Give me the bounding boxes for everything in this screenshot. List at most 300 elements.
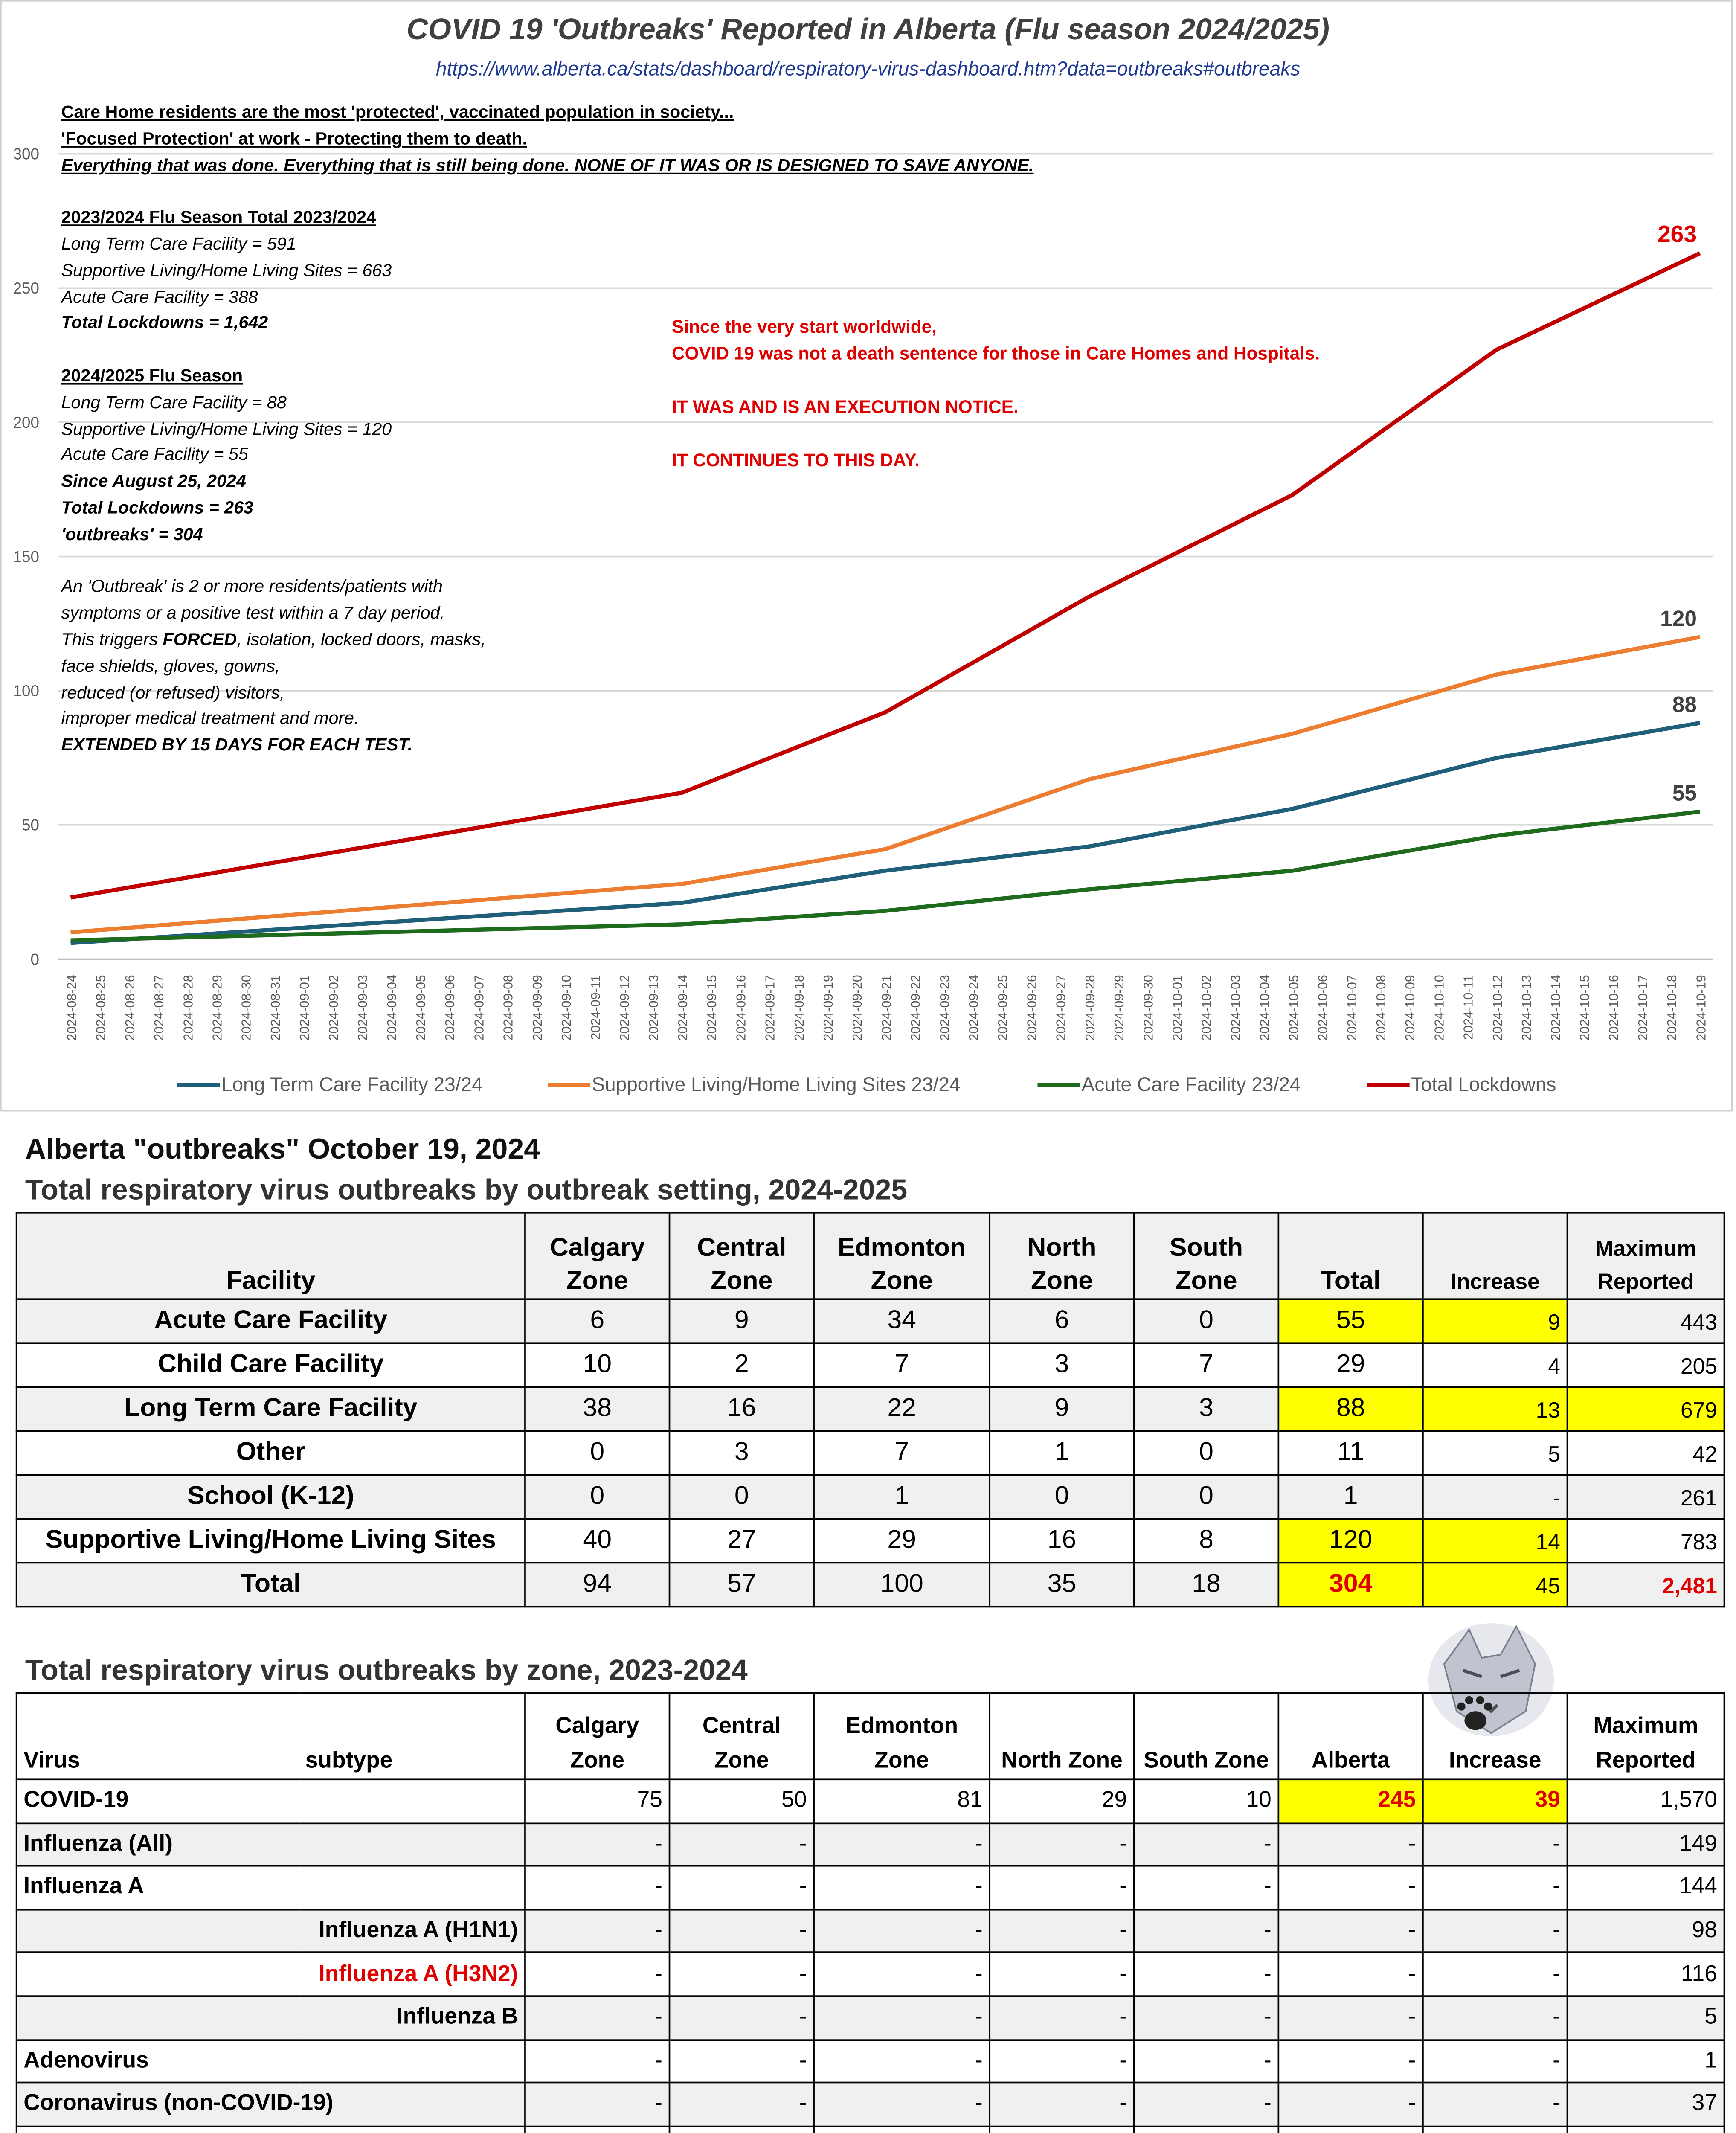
- col-header-subtype: [299, 1693, 525, 1779]
- value-cell: -: [1423, 1475, 1568, 1519]
- value-cell: 29: [1278, 1343, 1423, 1387]
- table-row: [17, 1431, 1724, 1475]
- note-line: reduced (or refused) visitors,: [61, 683, 285, 703]
- value-cell: [814, 2126, 990, 2133]
- value-cell: 205: [1567, 1343, 1724, 1387]
- value-cell: 35: [990, 1563, 1134, 1607]
- value-cell: 88: [1278, 1387, 1423, 1431]
- legend-label: Acute Care Facility 23/24: [1081, 1073, 1301, 1096]
- table-row: [17, 1563, 1724, 1607]
- value-cell: -: [670, 1866, 814, 1909]
- note-line: [61, 628, 1034, 654]
- note-line: EXTENDED BY 15 DAYS FOR EACH TEST.: [61, 736, 413, 756]
- chart-subtitle-link[interactable]: https://www.alberta.ca/stats/dashboard/respiratory-virus-dashboard.htm?data=outbreaks#outbreaks: [435, 58, 1301, 80]
- header-text: Calgary: [555, 1714, 639, 1740]
- col-header-calgary: [525, 1693, 670, 1779]
- value-cell: 38: [525, 1387, 670, 1431]
- value-cell: 13: [1423, 1387, 1568, 1431]
- value-cell: [1423, 2126, 1568, 2133]
- header-text: Reported: [1597, 1268, 1694, 1294]
- x-tick-label: 2024-10-09: [1403, 975, 1418, 1041]
- x-tick-label: 2024-08-27: [152, 975, 167, 1041]
- value-cell: -: [525, 1823, 670, 1866]
- x-tick-label: 2024-08-30: [239, 975, 254, 1041]
- x-tick-label: 2024-10-08: [1374, 975, 1388, 1041]
- value-cell: -: [1134, 1866, 1279, 1909]
- value-cell: 2: [670, 1343, 814, 1387]
- x-tick-label: 2024-10-04: [1258, 975, 1272, 1041]
- x-tick-label: 2024-09-27: [1054, 975, 1068, 1041]
- data-label: 55: [1672, 780, 1697, 805]
- value-cell: 27: [670, 1519, 814, 1563]
- value-cell: 0: [1134, 1431, 1279, 1475]
- note-section-title: 2023/2024 Flu Season Total 2023/2024: [61, 209, 376, 228]
- value-cell: 245: [1278, 1779, 1423, 1823]
- x-tick-label: 2024-09-06: [443, 975, 458, 1041]
- x-tick-label: 2024-09-23: [938, 975, 952, 1041]
- value-cell: 3: [990, 1343, 1134, 1387]
- data-label: 88: [1672, 692, 1697, 717]
- value-cell: -: [990, 1909, 1134, 1953]
- x-tick-label: 2024-08-24: [65, 975, 79, 1041]
- value-cell: 10: [1134, 1779, 1279, 1823]
- value-cell: 16: [990, 1519, 1134, 1563]
- value-cell: 9: [670, 1299, 814, 1343]
- value-cell: 98: [1567, 1909, 1724, 1953]
- value-cell: -: [670, 2083, 814, 2126]
- x-tick-label: 2024-09-15: [705, 975, 720, 1041]
- facility-cell: Acute Care Facility: [17, 1299, 525, 1343]
- value-cell: -: [990, 1953, 1134, 1996]
- value-cell: 9: [990, 1387, 1134, 1431]
- table-row: [17, 1299, 1724, 1343]
- note-line: Long Term Care Facility = 88: [61, 393, 287, 413]
- header-text: Central: [697, 1234, 787, 1262]
- red-note-line: IT CONTINUES TO THIS DAY.: [672, 452, 920, 471]
- value-cell: 16: [670, 1387, 814, 1431]
- note-line: Care Home residents are the most 'protected', vaccinated population in society...: [61, 103, 734, 123]
- value-cell: 1: [814, 1475, 990, 1519]
- virus-subtype-cell: Influenza A (H3N2): [17, 1953, 525, 1996]
- legend-label: Long Term Care Facility 23/24: [221, 1073, 483, 1096]
- note-line: Supportive Living/Home Living Sites = 120: [61, 420, 392, 439]
- value-cell: -: [1134, 1996, 1279, 2040]
- value-cell: -: [990, 1866, 1134, 1909]
- value-cell: 50: [670, 1779, 814, 1823]
- value-cell: -: [1278, 2083, 1423, 2126]
- table-row: [17, 1909, 1724, 1953]
- y-tick-label: 150: [13, 548, 39, 566]
- value-cell: -: [525, 1996, 670, 2040]
- header-text: Alberta: [1311, 1749, 1390, 1774]
- note-line: Long Term Care Facility = 591: [61, 235, 296, 255]
- value-cell: 3: [670, 1431, 814, 1475]
- table1-title: Total respiratory virus outbreaks by outbreak setting, 2024-2025: [25, 1172, 908, 1206]
- series-line: [71, 812, 1700, 941]
- col-header-alberta: [1278, 1693, 1423, 1779]
- x-tick-label: 2024-08-29: [210, 975, 225, 1041]
- value-cell: 6: [990, 1299, 1134, 1343]
- value-cell: -: [670, 1823, 814, 1866]
- value-cell: 37: [1567, 2083, 1724, 2126]
- value-cell: -: [1134, 2083, 1279, 2126]
- value-cell: 22: [814, 1387, 990, 1431]
- x-tick-label: 2024-09-19: [821, 975, 836, 1041]
- header-text: Zone: [874, 1749, 929, 1774]
- col-header-central: [670, 1693, 814, 1779]
- x-tick-label: 2024-09-25: [996, 975, 1010, 1041]
- value-cell: -: [670, 1953, 814, 1996]
- note-line: Total Lockdowns = 1,642: [61, 314, 268, 334]
- legend-label: Total Lockdowns: [1411, 1073, 1556, 1096]
- x-tick-label: 2024-09-05: [414, 975, 429, 1041]
- x-tick-label: 2024-09-14: [676, 975, 690, 1041]
- value-cell: 45: [1423, 1563, 1568, 1607]
- value-cell: [670, 2126, 814, 2133]
- data-label: 120: [1660, 606, 1697, 631]
- col-header-north: [990, 1213, 1134, 1299]
- y-tick-label: 0: [30, 950, 39, 968]
- value-cell: 14: [1423, 1519, 1568, 1563]
- value-cell: 6: [525, 1299, 670, 1343]
- value-cell: -: [1278, 1823, 1423, 1866]
- table-row: [17, 2083, 1724, 2126]
- value-cell: 7: [814, 1431, 990, 1475]
- value-cell: -: [670, 2040, 814, 2083]
- note-line: Acute Care Facility = 388: [61, 288, 258, 307]
- value-cell: 9: [1423, 1299, 1568, 1343]
- x-tick-label: 2024-09-02: [327, 975, 341, 1041]
- virus-name-cell: Influenza (All): [17, 1823, 525, 1866]
- value-cell: 4: [1423, 1343, 1568, 1387]
- x-tick-label: 2024-09-11: [589, 975, 603, 1040]
- note-fragment: , isolation, locked doors, masks,: [237, 631, 486, 650]
- virus-name-cell: COVID-19: [17, 1779, 525, 1823]
- value-cell: -: [1278, 1996, 1423, 2040]
- col-header-north: [990, 1693, 1134, 1779]
- header-text: Virus: [23, 1749, 80, 1774]
- x-tick-label: 2024-08-31: [268, 975, 283, 1041]
- table-row: [17, 1343, 1724, 1387]
- facility-cell: School (K-12): [17, 1475, 525, 1519]
- legend-label: Supportive Living/Home Living Sites 23/24: [592, 1073, 961, 1096]
- value-cell: [1567, 2126, 1724, 2133]
- x-tick-label: 2024-09-22: [909, 975, 923, 1041]
- table-row: [17, 1953, 1724, 1996]
- header-text: Central: [702, 1714, 781, 1740]
- x-tick-label: 2024-09-04: [385, 975, 399, 1041]
- x-tick-label: 2024-10-05: [1287, 975, 1301, 1041]
- value-cell: -: [814, 1953, 990, 1996]
- virus-name-cell: Coronavirus (non-COVID-19): [17, 2083, 525, 2126]
- x-tick-label: 2024-10-18: [1665, 975, 1680, 1041]
- x-tick-label: 2024-09-21: [880, 975, 894, 1041]
- value-cell: 75: [525, 1779, 670, 1823]
- value-cell: -: [990, 2083, 1134, 2126]
- value-cell: 55: [1278, 1299, 1423, 1343]
- facility-cell: Long Term Care Facility: [17, 1387, 525, 1431]
- value-cell: 5: [1567, 1996, 1724, 2040]
- value-cell: -: [1423, 2040, 1568, 2083]
- table-row: [17, 1866, 1724, 1909]
- col-header-south: [1134, 1213, 1279, 1299]
- x-tick-label: 2024-09-08: [501, 975, 516, 1041]
- table-row: [17, 2040, 1724, 2083]
- value-cell: [1278, 2126, 1423, 2133]
- x-tick-label: 2024-10-03: [1228, 975, 1243, 1041]
- data-label: 263: [1658, 221, 1697, 247]
- header-text: Calgary: [549, 1234, 645, 1262]
- col-header-edmonton: [814, 1693, 990, 1779]
- note-line: 'Focused Protection' at work - Protecting them to death.: [61, 130, 527, 149]
- note-line: symptoms or a positive test within a 7 day period.: [61, 604, 445, 624]
- value-cell: -: [670, 1909, 814, 1953]
- value-cell: -: [1423, 1823, 1568, 1866]
- table-header-row: [17, 1213, 1724, 1299]
- header-text: North Zone: [1001, 1749, 1123, 1774]
- x-tick-label: 2024-09-12: [618, 975, 632, 1041]
- header-text: South: [1170, 1234, 1243, 1262]
- value-cell: 0: [1134, 1299, 1279, 1343]
- y-tick-label: 100: [13, 682, 39, 700]
- header-text: Reported: [1596, 1749, 1696, 1774]
- value-cell: 3: [1134, 1387, 1279, 1431]
- value-cell: -: [525, 1953, 670, 1996]
- header-text: Zone: [566, 1267, 628, 1295]
- value-cell: -: [1423, 1953, 1568, 1996]
- value-cell: 304: [1278, 1563, 1423, 1607]
- col-header-increase: [1423, 1213, 1568, 1299]
- value-cell: 144: [1567, 1866, 1724, 1909]
- col-header-edmonton: [814, 1213, 990, 1299]
- value-cell: 783: [1567, 1519, 1724, 1563]
- value-cell: 34: [814, 1299, 990, 1343]
- note-line: Everything that was done. Everything that is still being done. NONE OF IT WAS OR IS DESIGNED TO SAVE ANYONE.: [61, 156, 1034, 175]
- x-tick-label: 2024-08-26: [123, 975, 137, 1041]
- x-tick-label: 2024-10-15: [1578, 975, 1592, 1041]
- x-tick-label: 2024-10-14: [1549, 975, 1563, 1041]
- value-cell: 5: [1423, 1431, 1568, 1475]
- header-text: subtype: [305, 1749, 393, 1774]
- value-cell: -: [1278, 1953, 1423, 1996]
- outbreak-zone-table: [16, 1692, 1725, 2133]
- header-text: Edmonton: [845, 1714, 958, 1740]
- chart-title: COVID 19 'Outbreaks' Reported in Alberta (Flu season 2024/2025): [406, 14, 1330, 47]
- value-cell: 29: [814, 1519, 990, 1563]
- note-line: Since August 25, 2024: [61, 473, 246, 492]
- facility-cell: Other: [17, 1431, 525, 1475]
- x-tick-label: 2024-10-13: [1520, 975, 1534, 1041]
- note-section-title: 2024/2025 Flu Season: [61, 367, 243, 386]
- value-cell: 0: [525, 1431, 670, 1475]
- value-cell: 149: [1567, 1823, 1724, 1866]
- x-tick-label: 2024-10-19: [1694, 975, 1709, 1041]
- value-cell: 100: [814, 1563, 990, 1607]
- value-cell: 7: [1134, 1343, 1279, 1387]
- col-header-max: [1567, 1693, 1724, 1779]
- x-tick-label: 2024-09-17: [763, 975, 778, 1041]
- header-text: Maximum: [1595, 1235, 1697, 1261]
- virus-name-cell: Influenza A: [17, 1866, 525, 1909]
- virus-name-cell: [17, 2126, 525, 2133]
- value-cell: -: [1278, 2040, 1423, 2083]
- x-tick-label: 2024-10-12: [1490, 975, 1505, 1041]
- table2-title: Total respiratory virus outbreaks by zone, 2023-2024: [25, 1653, 748, 1686]
- header-text: Total: [1321, 1267, 1381, 1295]
- value-cell: 11: [1278, 1431, 1423, 1475]
- table-row: [17, 1475, 1724, 1519]
- x-tick-label: 2024-09-18: [792, 975, 807, 1041]
- value-cell: 57: [670, 1563, 814, 1607]
- x-tick-label: 2024-09-28: [1083, 975, 1097, 1041]
- x-tick-label: 2024-10-10: [1432, 975, 1447, 1041]
- value-cell: [1134, 2126, 1279, 2133]
- note-line: improper medical treatment and more.: [61, 710, 359, 729]
- header-text: Zone: [1175, 1267, 1237, 1295]
- value-cell: 0: [990, 1475, 1134, 1519]
- x-tick-label: 2024-09-29: [1112, 975, 1127, 1041]
- value-cell: 1,570: [1567, 1779, 1724, 1823]
- value-cell: 1: [1567, 2040, 1724, 2083]
- header-text: South Zone: [1144, 1749, 1269, 1774]
- y-tick-label: 300: [13, 145, 39, 163]
- header-text: Increase: [1450, 1268, 1540, 1294]
- note-fragment: This triggers: [61, 631, 163, 650]
- x-tick-label: 2024-09-10: [560, 975, 574, 1041]
- x-tick-label: 2024-09-30: [1141, 975, 1156, 1041]
- col-header-facility: [17, 1213, 525, 1299]
- value-cell: -: [1278, 1866, 1423, 1909]
- col-header-central: [670, 1213, 814, 1299]
- header-text: Zone: [570, 1749, 624, 1774]
- value-cell: -: [814, 1909, 990, 1953]
- table-row: [17, 1779, 1724, 1823]
- value-cell: 0: [1134, 1475, 1279, 1519]
- value-cell: -: [525, 2040, 670, 2083]
- value-cell: -: [1134, 2040, 1279, 2083]
- value-cell: 120: [1278, 1519, 1423, 1563]
- value-cell: -: [814, 2083, 990, 2126]
- col-header-max: [1567, 1213, 1724, 1299]
- table-row: [17, 2126, 1724, 2133]
- col-header-calgary: [525, 1213, 670, 1299]
- virus-subtype-cell: Influenza B: [17, 1996, 525, 2040]
- table-row: [17, 1387, 1724, 1431]
- col-header-virus: [17, 1693, 299, 1779]
- value-cell: 40: [525, 1519, 670, 1563]
- table-row: [17, 1519, 1724, 1563]
- value-cell: [525, 2126, 670, 2133]
- x-tick-label: 2024-10-01: [1170, 975, 1185, 1041]
- value-cell: -: [525, 1866, 670, 1909]
- value-cell: 0: [525, 1475, 670, 1519]
- header-text: Zone: [1031, 1267, 1093, 1295]
- x-tick-label: 2024-09-24: [967, 975, 981, 1041]
- red-note-line: Since the very start worldwide,: [672, 319, 937, 338]
- value-cell: 42: [1567, 1431, 1724, 1475]
- red-annotation: [672, 316, 1320, 476]
- value-cell: [990, 2126, 1134, 2133]
- value-cell: -: [1423, 1866, 1568, 1909]
- value-cell: 116: [1567, 1953, 1724, 1996]
- value-cell: 8: [1134, 1519, 1279, 1563]
- col-header-increase: [1423, 1693, 1568, 1779]
- value-cell: -: [814, 1866, 990, 1909]
- col-header-total: [1278, 1213, 1423, 1299]
- value-cell: 2,481: [1567, 1563, 1724, 1607]
- value-cell: 7: [814, 1343, 990, 1387]
- value-cell: -: [814, 2040, 990, 2083]
- value-cell: -: [525, 2083, 670, 2126]
- section-heading: Alberta "outbreaks" October 19, 2024: [25, 1132, 540, 1165]
- x-tick-label: 2024-10-16: [1607, 975, 1621, 1041]
- note-fragment: FORCED: [163, 631, 237, 650]
- note-line: Supportive Living/Home Living Sites = 663: [61, 262, 392, 281]
- value-cell: 94: [525, 1563, 670, 1607]
- x-tick-label: 2024-08-28: [181, 975, 196, 1041]
- value-cell: -: [670, 1996, 814, 2040]
- x-tick-label: 2024-10-17: [1636, 975, 1650, 1041]
- value-cell: -: [814, 1823, 990, 1866]
- x-tick-label: 2024-09-16: [734, 975, 749, 1041]
- outbreak-setting-table: [16, 1212, 1725, 1607]
- value-cell: 81: [814, 1779, 990, 1823]
- value-cell: -: [1278, 1909, 1423, 1953]
- value-cell: -: [990, 1823, 1134, 1866]
- value-cell: 1: [1278, 1475, 1423, 1519]
- header-text: North: [1027, 1234, 1097, 1262]
- note-line: 'outbreaks' = 304: [61, 525, 203, 545]
- y-tick-label: 50: [22, 816, 39, 834]
- table-row: [17, 1823, 1724, 1866]
- x-tick-label: 2024-09-07: [472, 975, 487, 1041]
- note-line: Total Lockdowns = 263: [61, 499, 253, 518]
- value-cell: -: [1134, 1909, 1279, 1953]
- value-cell: 0: [670, 1475, 814, 1519]
- x-tick-label: 2024-08-25: [94, 975, 108, 1041]
- table-row: [17, 1996, 1724, 2040]
- header-text: Zone: [714, 1749, 769, 1774]
- value-cell: 261: [1567, 1475, 1724, 1519]
- col-header-south: [1134, 1693, 1279, 1779]
- facility-cell: Total: [17, 1563, 525, 1607]
- value-cell: -: [990, 2040, 1134, 2083]
- value-cell: 29: [990, 1779, 1134, 1823]
- value-cell: 443: [1567, 1299, 1724, 1343]
- x-tick-label: 2024-09-09: [530, 975, 545, 1041]
- facility-cell: Child Care Facility: [17, 1343, 525, 1387]
- y-tick-label: 250: [13, 279, 39, 297]
- x-tick-label: 2024-10-07: [1345, 975, 1359, 1041]
- x-tick-label: 2024-10-02: [1199, 975, 1214, 1041]
- virus-name-cell: Adenovirus: [17, 2040, 525, 2083]
- header-text: Edmonton: [838, 1234, 966, 1262]
- x-tick-label: 2024-10-11: [1461, 975, 1476, 1040]
- value-cell: 1: [990, 1431, 1134, 1475]
- header-text: Zone: [711, 1267, 773, 1295]
- x-tick-label: 2024-09-03: [356, 975, 370, 1041]
- x-tick-label: 2024-09-01: [298, 975, 312, 1041]
- header-text: Maximum: [1593, 1714, 1698, 1740]
- value-cell: -: [1134, 1823, 1279, 1866]
- header-text: Zone: [871, 1267, 933, 1295]
- table-header-row: [17, 1693, 1724, 1779]
- note-line: Acute Care Facility = 55: [61, 446, 248, 465]
- value-cell: -: [1134, 1953, 1279, 1996]
- x-tick-label: 2024-10-06: [1316, 975, 1330, 1041]
- value-cell: 679: [1567, 1387, 1724, 1431]
- header-text: Facility: [226, 1267, 316, 1295]
